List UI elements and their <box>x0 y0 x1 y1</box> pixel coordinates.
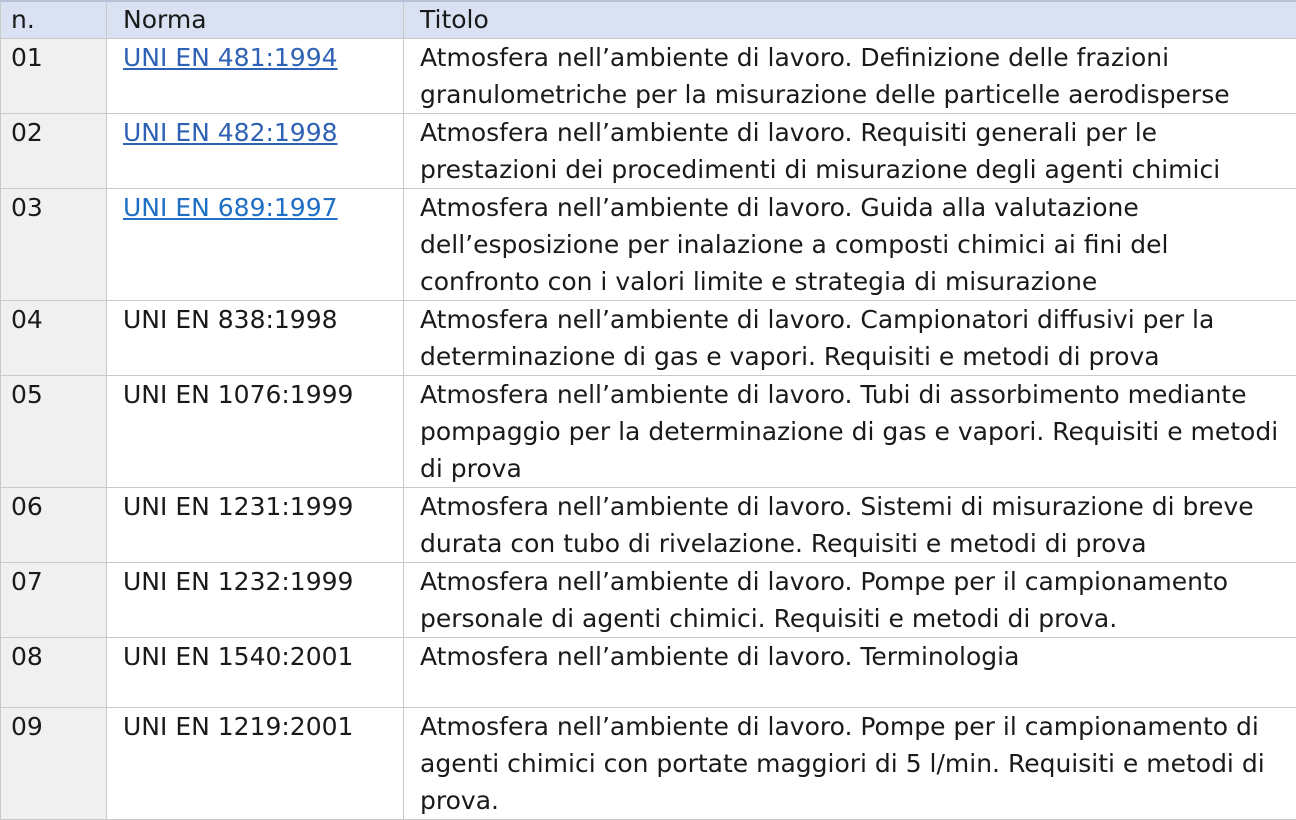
titolo-cell: Atmosfera nell’ambiente di lavoro. Sistemi di misurazione di breve durata con tubo di rivelazione. Requisiti e metodi di prova <box>404 487 1296 562</box>
table-row <box>1 487 1296 562</box>
norma-cell: UNI EN 1076:1999 <box>107 375 404 487</box>
norma-cell: UNI EN 1540:2001 <box>107 637 404 707</box>
table-row <box>1 637 1296 707</box>
titolo-cell: Atmosfera nell’ambiente di lavoro. Campionatori diffusivi per la determinazione di gas e vapori. Requisiti e metodi di prova <box>404 300 1296 375</box>
norma-cell <box>107 113 404 188</box>
row-number: 01 <box>1 38 107 113</box>
norma-cell: UNI EN 1219:2001 <box>107 707 404 819</box>
row-number: 07 <box>1 562 107 637</box>
table-row <box>1 113 1296 188</box>
titolo-cell: Atmosfera nell’ambiente di lavoro. Pompe per il campionamento personale di agenti chimici. Requisiti e metodi di prova. <box>404 562 1296 637</box>
norma-cell <box>107 38 404 113</box>
row-number: 04 <box>1 300 107 375</box>
table-body <box>1 38 1296 819</box>
titolo-cell: Atmosfera nell’ambiente di lavoro. Requisiti generali per le prestazioni dei procedimenti di misurazione degli agenti chimici <box>404 113 1296 188</box>
table-row <box>1 38 1296 113</box>
norma-link[interactable]: UNI EN 481:1994 <box>123 43 338 72</box>
row-number: 06 <box>1 487 107 562</box>
row-number: 05 <box>1 375 107 487</box>
header-norma: Norma <box>107 1 404 38</box>
row-number: 02 <box>1 113 107 188</box>
table-header <box>1 1 1296 38</box>
norma-link[interactable]: UNI EN 689:1997 <box>123 193 338 222</box>
titolo-cell: Atmosfera nell’ambiente di lavoro. Guida alla valutazione dell’esposizione per inalazione a composti chimici ai fini del confronto con i valori limite e strategia di misurazione <box>404 188 1296 300</box>
norma-cell: UNI EN 1231:1999 <box>107 487 404 562</box>
table-row <box>1 375 1296 487</box>
titolo-cell: Atmosfera nell’ambiente di lavoro. Terminologia <box>404 637 1296 707</box>
norma-link[interactable]: UNI EN 482:1998 <box>123 118 338 147</box>
norma-cell: UNI EN 1232:1999 <box>107 562 404 637</box>
row-number: 08 <box>1 637 107 707</box>
norma-cell: UNI EN 838:1998 <box>107 300 404 375</box>
titolo-cell: Atmosfera nell’ambiente di lavoro. Tubi di assorbimento mediante pompaggio per la determinazione di gas e vapori. Requisiti e metodi di prova <box>404 375 1296 487</box>
header-row <box>1 1 1296 38</box>
titolo-cell: Atmosfera nell’ambiente di lavoro. Definizione delle frazioni granulometriche per la misurazione delle particelle aerodisperse <box>404 38 1296 113</box>
titolo-cell: Atmosfera nell’ambiente di lavoro. Pompe per il campionamento di agenti chimici con portate maggiori di 5 l/min. Requisiti e metodi di prova. <box>404 707 1296 819</box>
table-row <box>1 300 1296 375</box>
row-number: 09 <box>1 707 107 819</box>
norma-cell <box>107 188 404 300</box>
header-n: n. <box>1 1 107 38</box>
table-row <box>1 562 1296 637</box>
header-titolo: Titolo <box>404 1 1296 38</box>
row-number: 03 <box>1 188 107 300</box>
table-row <box>1 188 1296 300</box>
table-row <box>1 707 1296 819</box>
